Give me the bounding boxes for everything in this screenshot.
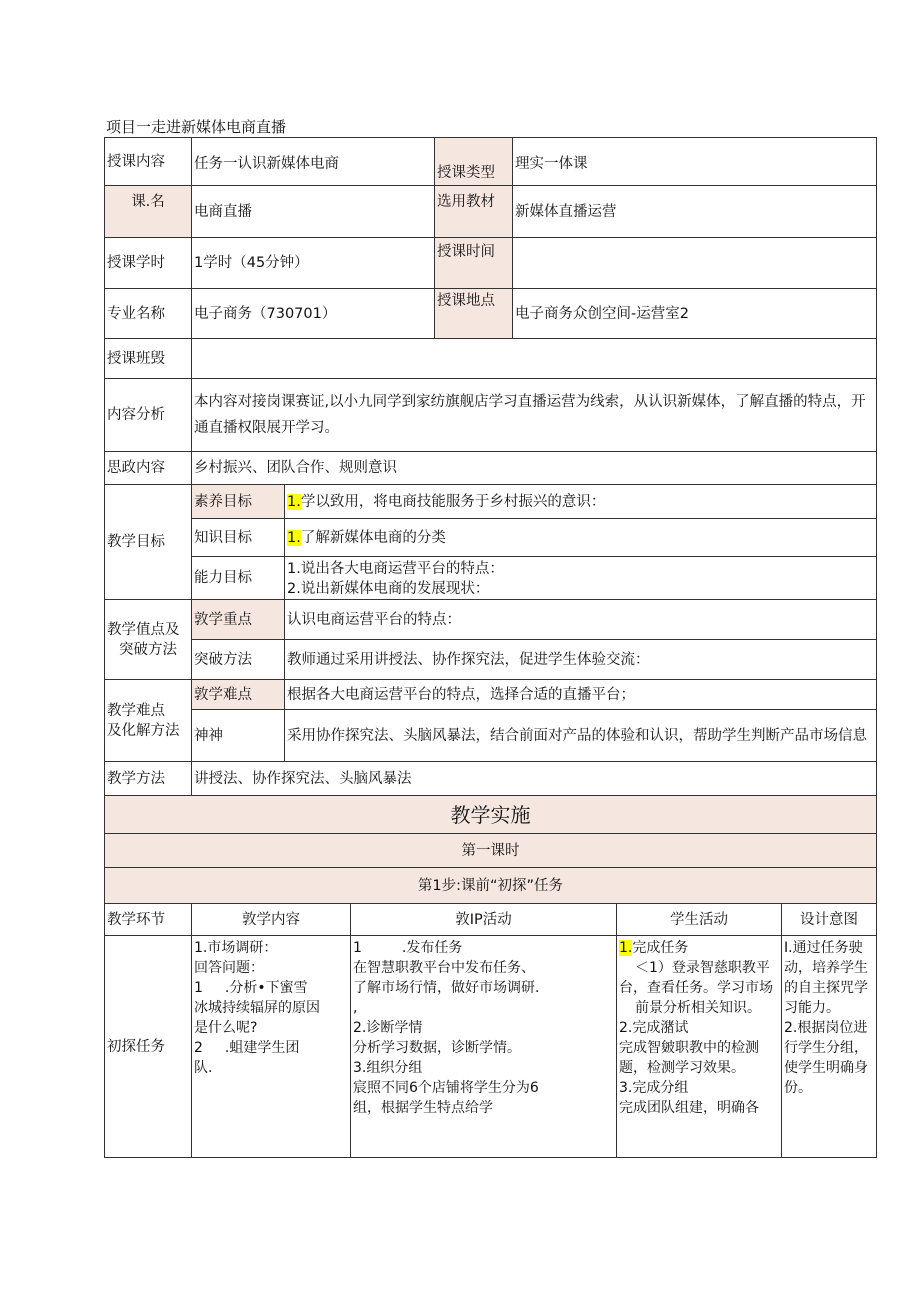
intent-line: I.通过任务驶 xyxy=(784,940,863,956)
col-header-content: 敦学内容 xyxy=(192,904,351,936)
course-content-label: 授课内容 xyxy=(105,138,192,186)
course-content-value: 任务一认识新媒体电商 xyxy=(192,138,435,186)
class-value xyxy=(192,339,877,379)
row-breakthrough xyxy=(105,640,877,680)
content-line: 队. xyxy=(194,1060,213,1076)
row-goal-ability xyxy=(105,557,877,600)
hours-label: 授课学时 xyxy=(105,238,192,289)
teacher-line: 在智慧职教平台中发布任务、 xyxy=(353,960,535,976)
time-label: 授课时间 xyxy=(435,238,513,289)
row-course-content xyxy=(105,138,877,186)
diff-label: 敦学难点 xyxy=(192,680,285,710)
teacher-line: 组，根据学生特点给学 xyxy=(353,1100,493,1116)
lesson-title: 第一课时 xyxy=(105,834,877,868)
goals-label: 教学目标 xyxy=(105,485,192,600)
intent-line: 份。 xyxy=(784,1080,812,1096)
key-points-label-line-2: 突破方法 xyxy=(119,641,177,658)
ability-goal xyxy=(285,557,877,600)
content-cell xyxy=(192,936,351,1158)
intent-line: 使学生明确身 xyxy=(784,1060,868,1076)
difficulties-label xyxy=(105,680,192,762)
teacher-line: , xyxy=(353,1000,358,1016)
student-line: 前景分析相关知识。 xyxy=(635,1000,761,1016)
row-implementation-title xyxy=(105,796,877,834)
intent-line: 的自主探咒学 xyxy=(784,980,868,996)
student-line: 台，查看任务。学习市场 xyxy=(619,980,773,996)
course-type-value: 理实一体课 xyxy=(513,138,877,186)
intent-cell xyxy=(782,936,877,1158)
methods-text: 讲授法、协作探究法、头脑风暴法 xyxy=(192,762,877,796)
course-name-label: 课.名 xyxy=(105,186,192,238)
method-label: 突破方法 xyxy=(192,640,285,680)
row-major xyxy=(105,289,877,339)
place-value: 电子商务众创空间-运营室2 xyxy=(513,289,877,339)
teacher-line: 2.诊断学情 xyxy=(353,1020,423,1036)
row-ideology xyxy=(105,452,877,485)
row-activity xyxy=(105,936,877,1158)
ideology-label: 思政内容 xyxy=(105,452,192,485)
student-line: 1.完成任务 xyxy=(619,940,689,956)
content-line: 1.市场调研： xyxy=(194,940,278,956)
textbook-value: 新媒体直播运营 xyxy=(513,186,877,238)
content-line: 2 .蛆建学生团 xyxy=(194,1040,300,1056)
intent-line: 习能力。 xyxy=(784,1000,840,1016)
student-line: 完成智皴职教中的检测 xyxy=(619,1040,759,1056)
student-line: 题，检测学习效果。 xyxy=(619,1060,745,1076)
row-methods xyxy=(105,762,877,796)
teacher-line: 宸照不同6个店铺将学生分为6 xyxy=(353,1080,539,1096)
student-line: 3.完成分组 xyxy=(619,1080,689,1096)
knowledge-num: 1. xyxy=(287,529,301,546)
literacy-goal xyxy=(285,485,877,519)
ability-line-2: 2.说出新媒体电商的发展现状： xyxy=(287,581,490,597)
knowledge-text: 了解新媒体电商的分类 xyxy=(300,529,446,546)
row-lesson xyxy=(105,834,877,868)
content-line: 是什么呢? xyxy=(194,1020,258,1036)
implementation-title: 教学实施 xyxy=(105,796,877,834)
row-goal-knowledge xyxy=(105,519,877,557)
teacher-line: 了解市场行情，做好市场调研. xyxy=(353,980,540,996)
content-line: 冰城持续辐屏的原因 xyxy=(194,1000,320,1016)
key-label: 敦学重点 xyxy=(192,600,285,640)
literacy-label: 素养目标 xyxy=(192,485,285,519)
key-points-label xyxy=(105,600,192,680)
textbook-label: 选用教材 xyxy=(435,186,513,238)
teacher-line: 分析学习数据，诊断学情。 xyxy=(353,1040,521,1056)
row-difficulties xyxy=(105,680,877,710)
student-line: 2.完成潴试 xyxy=(619,1020,689,1036)
col-header-stage: 教学环节 xyxy=(105,904,192,936)
diff-text: 根据各大电商运营平台的特点，选择合适的直播平台； xyxy=(285,680,877,710)
student-cell xyxy=(617,936,782,1158)
time-value xyxy=(513,238,877,289)
methods-label: 教学方法 xyxy=(105,762,192,796)
solve-text: 采用协作探究法、头脑风暴法，结合前面对产品的体验和认识，帮助学生判断产品市场信息 xyxy=(285,710,877,762)
intent-line: 2.根据岗位进 xyxy=(784,1020,868,1036)
key-text: 认识电商运营平台的特点： xyxy=(285,600,877,640)
method-text: 教师通过采用讲授法、协作探究法，促进学生体验交流： xyxy=(285,640,877,680)
step-title: 第1步:课前“初探”任务 xyxy=(105,868,877,904)
col-header-teacher: 敦IP活动 xyxy=(351,904,617,936)
student-line: ＜1）登录智慈职教平 xyxy=(635,960,770,976)
row-goal-literacy xyxy=(105,485,877,519)
content-line: 回答问题： xyxy=(194,960,264,976)
col-header-student: 学生活动 xyxy=(617,904,782,936)
analysis-text: 本内容对接岗课赛证,以小九同学到家纺旗舰店学习直播运营为线索，从认识新媒体，了解直播的特点，开通直播权限展开学习。 xyxy=(192,379,877,452)
row-class xyxy=(105,339,877,379)
intent-line: 行学生分组， xyxy=(784,1040,868,1056)
teacher-cell xyxy=(351,936,617,1158)
row-activity-header xyxy=(105,904,877,936)
ability-label: 能力目标 xyxy=(192,557,285,600)
hours-value: 1学时（45分钟） xyxy=(192,238,435,289)
ideology-text: 乡村振兴、团队合作、规则意识 xyxy=(192,452,877,485)
knowledge-label: 知识目标 xyxy=(192,519,285,557)
major-label: 专业名称 xyxy=(105,289,192,339)
major-value: 电子商务（730701） xyxy=(192,289,435,339)
class-label: 授课班毁 xyxy=(105,339,192,379)
place-label: 授课地点 xyxy=(435,289,513,339)
row-step xyxy=(105,868,877,904)
stage-cell: 初探任务 xyxy=(105,936,192,1158)
intent-line: 动，培养学生 xyxy=(784,960,868,976)
analysis-label: 内容分析 xyxy=(105,379,192,452)
row-hours xyxy=(105,238,877,289)
difficulties-label-line-1: 教学难点 xyxy=(107,702,165,719)
ability-line-1: 1.说出各大电商运营平台的特点： xyxy=(287,561,504,577)
teacher-line: 1 .发布任务 xyxy=(353,940,463,956)
knowledge-goal xyxy=(285,519,877,557)
row-key-points xyxy=(105,600,877,640)
teacher-line: 3.组织分组 xyxy=(353,1060,423,1076)
row-solve xyxy=(105,710,877,762)
course-type-label: 授课类型 xyxy=(435,138,513,186)
row-analysis xyxy=(105,379,877,452)
content-line: 1 .分析•下蜜雪 xyxy=(194,980,308,996)
key-points-label-line-1: 教学值点及 xyxy=(107,621,180,638)
difficulties-label-line-2: 及化解方法 xyxy=(107,722,180,739)
course-name-value: 电商直播 xyxy=(192,186,435,238)
document-heading: 项目一走进新媒体电商直播 xyxy=(106,118,287,136)
literacy-num: 1. xyxy=(287,493,301,510)
student-line: 完成团队组建，明确各 xyxy=(619,1100,759,1116)
row-course-name xyxy=(105,186,877,238)
teaching-plan-table xyxy=(104,137,877,1158)
solve-label: 神神 xyxy=(192,710,285,762)
literacy-text: 学以致用，将电商技能服务于乡村振兴的意识： xyxy=(300,493,606,510)
col-header-intent: 设计意图 xyxy=(782,904,877,936)
